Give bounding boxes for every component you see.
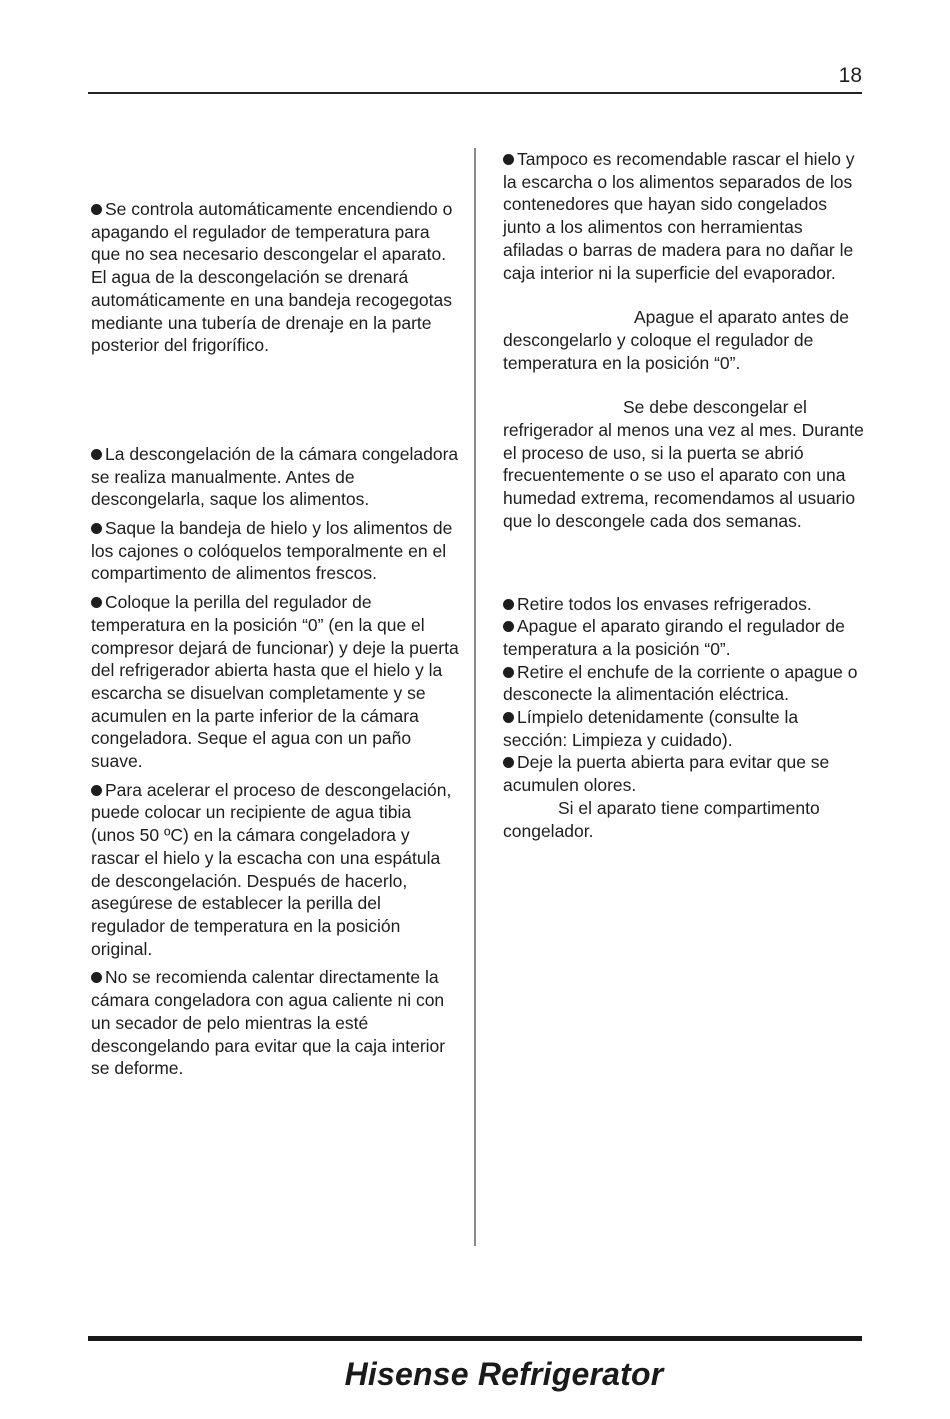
paragraph: Se debe descongelar el refrigerador al menos una vez al mes. Durante el proceso de uso, si la puerta se abrió frecuentemente o se uso el aparato con una humedad extrema, recomendamos al usuario que lo descongele cada dos semanas. [503,397,864,531]
paragraph: Coloque la perilla del regulador de temperatura en la posición “0” (en la que el compresor dejará de funcionar) y deje la puerta del refrigerador abierta hasta que el hielo y la escarcha se disuelvan completamente y se acumulen en la parte inferior de la cámara congeladora. Seque el agua con un paño suave. [91,592,459,772]
header-rule [88,92,862,94]
paragraph: La descongelación de la cámara congeladora se realiza manualmente. Antes de descongelarla, saque los alimentos. [91,443,459,510]
list-item: Deje la puerta abierta para evitar que se acumulen olores. [503,752,830,796]
bullet-icon [91,204,102,215]
bullet-icon [91,597,102,608]
bullet-icon [503,757,514,768]
paragraph: Tampoco es recomendable rascar el hielo y la escarcha o los alimentos separados de los contenedores que hayan sido congelados junto a los alimentos con herramientas afiladas o barras de madera para no dañar le caja interior ni la superficie del evaporador. [503,149,855,283]
list-item: Límpielo detenidamente (consulte la sección: Limpieza y cuidado). [503,707,799,750]
paragraph: Se controla automáticamente encendiendo o apagando el regulador de temperatura para que no sea necesario descongelar el aparato. El agua de la descongelación se drenará automáticamente en una bandeja recogegotas mediante una tubería de drenaje en la parte posterior del frigorífico. [91,199,453,356]
footer-rule [88,1336,862,1341]
bullet-icon [91,785,102,796]
bullet-icon [503,621,514,632]
paragraph: Saque la bandeja de hielo y los alimentos de los cajones o colóquelos temporalmente en el compartimento de alimentos frescos. [91,518,453,584]
left-column [91,198,459,1080]
page-number: 18 [838,64,862,87]
list-item: Retire el enchufe de la corriente o apague o desconecte la alimentación eléctrica. [503,661,858,705]
paragraph: Apague el aparato antes de descongelarlo y coloque el regulador de temperatura en la posición “0”. [503,307,850,373]
bullet-icon [503,667,514,678]
bullet-icon [91,972,102,983]
column-divider [474,148,476,1246]
bullet-icon [503,154,514,165]
list-item: Retire todos los envases refrigerados. [503,593,865,616]
bullet-icon [503,599,514,610]
bullet-icon [503,712,514,723]
right-column [503,148,865,842]
paragraph: No se recomienda calentar directamente la cámara congeladora con agua caliente ni con un secador de pelo mientras la esté descongelando para evitar que la caja interior se deforme. [91,967,446,1079]
bullet-icon [91,523,102,534]
bullet-icon [91,449,102,460]
list-item: Si el aparato tiene compartimento congelador. [503,797,820,841]
list-item: Apague el aparato girando el regulador de temperatura a la posición “0”. [503,616,845,659]
paragraph: Para acelerar el proceso de descongelación, puede colocar un recipiente de agua tibia (unos 50 ºC) en la cámara congeladora y rascar el hielo y la escacha con una espátula de descongelación. Después de hacerlo, asegúrese de establecer la perilla del regulador de temperatura en la posición original. [91,779,452,959]
brand-footer: Hisense Refrigerator [344,1356,664,1392]
